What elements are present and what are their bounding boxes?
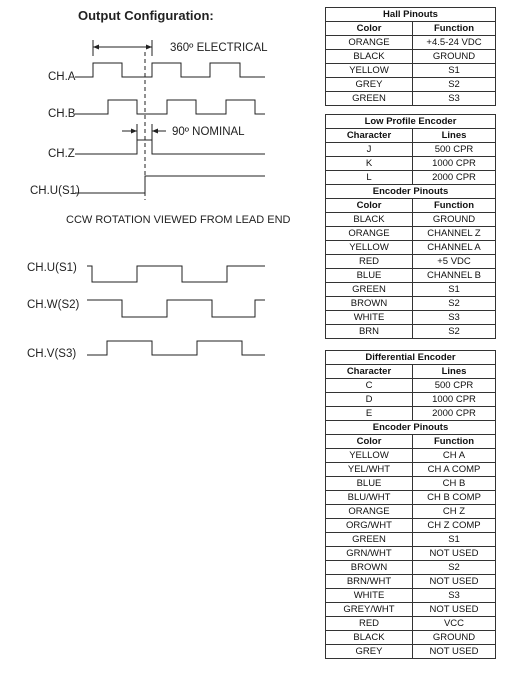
table-header: Color bbox=[326, 199, 413, 213]
table-header: Function bbox=[413, 435, 496, 449]
table-cell-key: K bbox=[326, 157, 413, 171]
table-cell-key: ORG/WHT bbox=[326, 519, 413, 533]
table-cell-value: S1 bbox=[413, 533, 496, 547]
table-cell-value: CH A COMP bbox=[413, 463, 496, 477]
table-cell-value: 500 CPR bbox=[413, 143, 496, 157]
table-cell-value: NOT USED bbox=[413, 645, 496, 659]
table-cell-value: 1000 CPR bbox=[413, 393, 496, 407]
nominal-dimension bbox=[122, 124, 166, 140]
table-cell-key: E bbox=[326, 407, 413, 421]
table-cell-key: GREY bbox=[326, 78, 413, 92]
ch-u-bottom-waveform bbox=[87, 266, 265, 282]
table-cell-key: BROWN bbox=[326, 297, 413, 311]
table-cell-value: CH A bbox=[413, 449, 496, 463]
table-cell-key: J bbox=[326, 143, 413, 157]
differential-pinouts-title: Encoder Pinouts bbox=[326, 421, 496, 435]
table-row bbox=[326, 283, 496, 297]
table-header: Color bbox=[326, 435, 413, 449]
low-profile-rows bbox=[326, 143, 496, 185]
table-cell-key: BLACK bbox=[326, 213, 413, 227]
table-cell-key: ORANGE bbox=[326, 227, 413, 241]
table-cell-key: D bbox=[326, 393, 413, 407]
table-cell-key: L bbox=[326, 171, 413, 185]
ch-w-label: CH.W(S2) bbox=[27, 299, 80, 311]
table-row bbox=[326, 78, 496, 92]
table-cell-value: 500 CPR bbox=[413, 379, 496, 393]
table-cell-value: S3 bbox=[413, 589, 496, 603]
low-profile-pinout-rows bbox=[326, 213, 496, 339]
table-cell-value: CH Z COMP bbox=[413, 519, 496, 533]
table-row bbox=[326, 463, 496, 477]
table-cell-key: YEL/WHT bbox=[326, 463, 413, 477]
table-cell-key: YELLOW bbox=[326, 64, 413, 78]
ch-u-bottom-label: CH.U(S1) bbox=[27, 262, 77, 274]
table-cell-key: BRN/WHT bbox=[326, 575, 413, 589]
table-row bbox=[326, 575, 496, 589]
table-row bbox=[326, 255, 496, 269]
electrical-dimension bbox=[93, 40, 152, 56]
table-cell-key: WHITE bbox=[326, 311, 413, 325]
table-cell-value: GROUND bbox=[413, 50, 496, 64]
ch-z-waveform bbox=[75, 140, 265, 154]
table-cell-key: GREEN bbox=[326, 533, 413, 547]
ch-u-top-waveform bbox=[75, 176, 265, 193]
table-cell-value: GROUND bbox=[413, 213, 496, 227]
table-cell-value: S1 bbox=[413, 283, 496, 297]
table-cell-value: S2 bbox=[413, 297, 496, 311]
ch-b-label: CH.B bbox=[48, 108, 76, 120]
table-row bbox=[326, 631, 496, 645]
nominal-label: 90º NOMINAL bbox=[172, 126, 245, 138]
table-cell-key: BRN bbox=[326, 325, 413, 339]
table-row bbox=[326, 519, 496, 533]
low-profile-pinouts-title: Encoder Pinouts bbox=[326, 185, 496, 199]
ch-u-top-label: CH.U(S1) bbox=[30, 185, 80, 197]
differential-rows bbox=[326, 379, 496, 421]
table-cell-value: CHANNEL Z bbox=[413, 227, 496, 241]
table-row bbox=[326, 269, 496, 283]
table-row bbox=[326, 36, 496, 50]
table-row bbox=[326, 143, 496, 157]
table-row bbox=[326, 505, 496, 519]
table-cell-value: S1 bbox=[413, 64, 496, 78]
ch-a-label: CH.A bbox=[48, 71, 76, 83]
table-cell-value: NOT USED bbox=[413, 603, 496, 617]
table-cell-value: 2000 CPR bbox=[413, 407, 496, 421]
table-row bbox=[326, 561, 496, 575]
ch-v-waveform bbox=[87, 341, 265, 355]
table-row bbox=[326, 477, 496, 491]
table-row bbox=[326, 227, 496, 241]
differential-encoder-table bbox=[325, 350, 496, 659]
hall-pinouts-table bbox=[325, 7, 496, 106]
table-row bbox=[326, 603, 496, 617]
table-row bbox=[326, 645, 496, 659]
table-cell-value: 1000 CPR bbox=[413, 157, 496, 171]
table-header: Character bbox=[326, 365, 413, 379]
table-cell-key: GRN/WHT bbox=[326, 547, 413, 561]
table-header: Character bbox=[326, 129, 413, 143]
table-cell-key: BLU/WHT bbox=[326, 491, 413, 505]
table-cell-value: NOT USED bbox=[413, 575, 496, 589]
table-header: Color bbox=[326, 22, 413, 36]
table-row bbox=[326, 297, 496, 311]
table-cell-key: BROWN bbox=[326, 561, 413, 575]
table-cell-value: CH B COMP bbox=[413, 491, 496, 505]
differential-pinout-rows bbox=[326, 449, 496, 659]
table-cell-value: GROUND bbox=[413, 631, 496, 645]
table-cell-value: S2 bbox=[413, 325, 496, 339]
table-row bbox=[326, 491, 496, 505]
table-row bbox=[326, 547, 496, 561]
table-row bbox=[326, 50, 496, 64]
table-cell-key: BLUE bbox=[326, 269, 413, 283]
table-header: Function bbox=[413, 199, 496, 213]
differential-title: Differential Encoder bbox=[326, 351, 496, 365]
table-cell-value: S2 bbox=[413, 561, 496, 575]
table-cell-value: VCC bbox=[413, 617, 496, 631]
table-cell-value: CH B bbox=[413, 477, 496, 491]
table-row bbox=[326, 617, 496, 631]
table-cell-value: 2000 CPR bbox=[413, 171, 496, 185]
table-row bbox=[326, 379, 496, 393]
ch-b-waveform bbox=[75, 100, 265, 114]
page-title: Output Configuration: bbox=[78, 8, 214, 23]
ch-v-label: CH.V(S3) bbox=[27, 348, 77, 360]
table-row bbox=[326, 64, 496, 78]
table-header: Lines bbox=[413, 365, 496, 379]
table-cell-key: ORANGE bbox=[326, 36, 413, 50]
table-cell-value: NOT USED bbox=[413, 547, 496, 561]
table-cell-value: S3 bbox=[413, 311, 496, 325]
table-cell-value: +4.5-24 VDC bbox=[413, 36, 496, 50]
table-header: Lines bbox=[413, 129, 496, 143]
electrical-label: 360º ELECTRICAL bbox=[170, 42, 268, 54]
table-row bbox=[326, 449, 496, 463]
table-row bbox=[326, 325, 496, 339]
table-cell-key: BLACK bbox=[326, 50, 413, 64]
table-cell-key: GREEN bbox=[326, 283, 413, 297]
table-cell-key: RED bbox=[326, 617, 413, 631]
table-row bbox=[326, 241, 496, 255]
table-row bbox=[326, 213, 496, 227]
table-cell-value: S2 bbox=[413, 78, 496, 92]
ch-a-waveform bbox=[75, 63, 265, 77]
table-cell-value: +5 VDC bbox=[413, 255, 496, 269]
low-profile-encoder-table bbox=[325, 114, 496, 339]
table-header: Function bbox=[413, 22, 496, 36]
table-row bbox=[326, 311, 496, 325]
table-cell-key: ORANGE bbox=[326, 505, 413, 519]
table-row bbox=[326, 589, 496, 603]
table-cell-key: WHITE bbox=[326, 589, 413, 603]
table-cell-value: CHANNEL B bbox=[413, 269, 496, 283]
table-cell-key: C bbox=[326, 379, 413, 393]
low-profile-title: Low Profile Encoder bbox=[326, 115, 496, 129]
table-cell-key: GREY/WHT bbox=[326, 603, 413, 617]
table-cell-key: GREEN bbox=[326, 92, 413, 106]
table-cell-key: YELLOW bbox=[326, 449, 413, 463]
table-row bbox=[326, 393, 496, 407]
table-cell-key: YELLOW bbox=[326, 241, 413, 255]
table-row bbox=[326, 407, 496, 421]
rotation-note: CCW ROTATION VIEWED FROM LEAD END bbox=[66, 214, 291, 226]
table-cell-value: S3 bbox=[413, 92, 496, 106]
table-row bbox=[326, 171, 496, 185]
table-cell-key: GREY bbox=[326, 645, 413, 659]
hall-pinouts-title: Hall Pinouts bbox=[326, 8, 496, 22]
table-cell-key: BLUE bbox=[326, 477, 413, 491]
ch-z-label: CH.Z bbox=[48, 148, 75, 160]
ch-w-waveform bbox=[87, 300, 265, 317]
table-cell-value: CH Z bbox=[413, 505, 496, 519]
table-cell-key: RED bbox=[326, 255, 413, 269]
table-cell-value: CHANNEL A bbox=[413, 241, 496, 255]
hall-pinouts-rows bbox=[326, 36, 496, 106]
table-row bbox=[326, 92, 496, 106]
table-cell-key: BLACK bbox=[326, 631, 413, 645]
table-row bbox=[326, 157, 496, 171]
table-row bbox=[326, 533, 496, 547]
